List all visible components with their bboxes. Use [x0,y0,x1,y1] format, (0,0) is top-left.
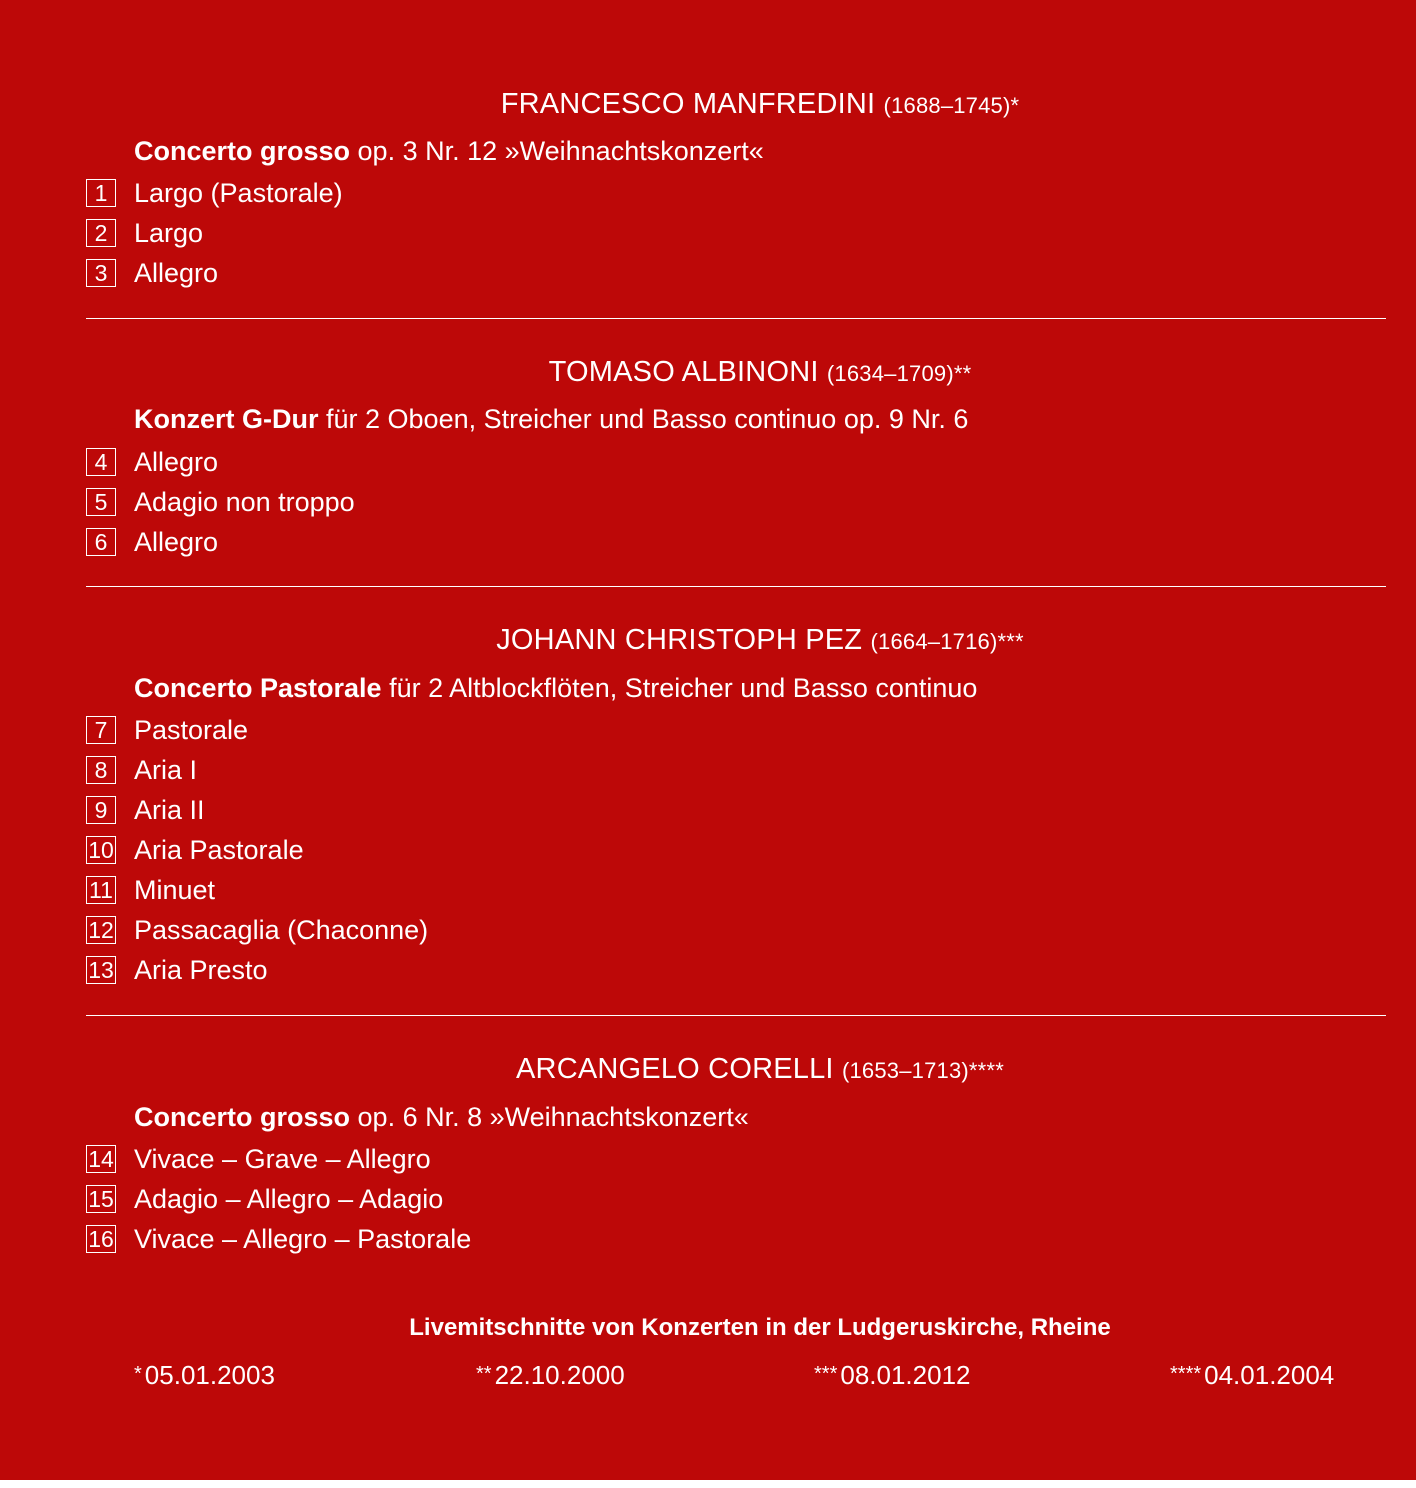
work-name: Konzert G-Dur [134,404,319,434]
track-item[interactable] [86,525,218,559]
work-details: für 2 Altblockflöten, Streicher und Basso continuo [381,673,978,703]
track-title: Aria II [134,794,205,825]
track-item[interactable] [86,256,218,290]
composer-heading [0,624,1416,657]
work-title [134,673,977,704]
track-title: Aria Pastorale [134,834,304,865]
composer-name: TOMASO ALBINONI [548,356,819,388]
track-number: 5 [86,488,116,516]
track-item[interactable] [86,1142,431,1176]
work-name: Concerto grosso [134,136,351,166]
recording-note: Livemitschnitte von Konzerten in der Ludgeruskirche, Rheine [409,1314,1111,1341]
footnote-marker: ** [476,1363,492,1385]
composer-heading [0,88,1416,121]
track-item[interactable] [86,445,218,479]
work-title [134,404,968,435]
track-number: 3 [86,259,116,287]
composer-dates: (1653–1713)**** [841,1058,1004,1083]
track-number: 9 [86,796,116,824]
track-title: Pastorale [134,714,249,745]
track-title: Allegro [134,446,219,477]
track-title: Adagio non troppo [134,486,355,517]
work-details: op. 3 Nr. 12 »Weihnachtskonzert« [350,136,764,166]
work-name: Concerto Pastorale [134,673,382,703]
composer-name: FRANCESCO MANFREDINI [500,88,876,120]
track-item[interactable] [86,793,205,827]
section-divider [86,586,1386,587]
track-item[interactable] [86,833,304,867]
track-title: Minuet [134,874,216,905]
track-item[interactable] [86,176,343,210]
track-item[interactable] [86,913,428,947]
track-number: 7 [86,716,116,744]
track-item[interactable] [86,873,215,907]
track-title: Aria Presto [134,954,268,985]
track-number: 6 [86,528,116,556]
track-title: Aria I [134,754,198,785]
track-item[interactable] [86,1222,471,1256]
track-title: Vivace – Allegro – Pastorale [134,1223,472,1254]
track-title: Largo (Pastorale) [134,177,343,208]
work-details: op. 6 Nr. 8 »Weihnachtskonzert« [350,1102,749,1132]
date-value: 04.01.2004 [1204,1360,1335,1390]
date-value: 08.01.2012 [840,1360,971,1390]
footnote-marker: *** [814,1363,838,1385]
footnote-marker: * [134,1363,142,1385]
recording-date [134,1360,275,1391]
track-number: 1 [86,179,116,207]
work-details: für 2 Oboen, Streicher und Basso continuo op. 9 Nr. 6 [318,404,969,434]
composer-dates: (1664–1716)*** [870,629,1024,654]
track-title: Largo [134,217,204,248]
date-value: 05.01.2003 [144,1360,275,1390]
footnote-marker: **** [1170,1363,1202,1385]
work-title [134,1102,749,1133]
track-number: 10 [86,836,116,864]
track-item[interactable] [86,485,355,519]
work-name: Concerto grosso [134,1102,351,1132]
track-title: Passacaglia (Chaconne) [134,914,429,945]
track-number: 13 [86,956,116,984]
track-title: Vivace – Grave – Allegro [134,1143,431,1174]
track-number: 11 [86,876,116,904]
track-number: 16 [86,1225,116,1253]
track-number: 12 [86,916,116,944]
track-item[interactable] [86,1182,443,1216]
composer-heading [0,1053,1416,1086]
composer-heading [0,356,1416,389]
composer-name: JOHANN CHRISTOPH PEZ [496,624,863,656]
section-divider [86,1015,1386,1016]
track-number: 8 [86,756,116,784]
track-number: 2 [86,219,116,247]
track-item[interactable] [86,216,203,250]
track-item[interactable] [86,713,248,747]
track-item[interactable] [86,753,197,787]
track-title: Adagio – Allegro – Adagio [134,1183,444,1214]
track-number: 14 [86,1145,116,1173]
recording-date [476,1360,625,1391]
recording-date [814,1360,971,1391]
recording-date [1170,1360,1334,1391]
track-title: Allegro [134,257,219,288]
track-item[interactable] [86,953,268,987]
track-number: 15 [86,1185,116,1213]
composer-name: ARCANGELO CORELLI [516,1053,834,1085]
date-value: 22.10.2000 [494,1360,625,1390]
work-title [134,136,764,167]
composer-dates: (1634–1709)** [826,361,972,386]
track-number: 4 [86,448,116,476]
section-divider [86,318,1386,319]
composer-dates: (1688–1745)* [883,93,1020,118]
track-title: Allegro [134,526,219,557]
